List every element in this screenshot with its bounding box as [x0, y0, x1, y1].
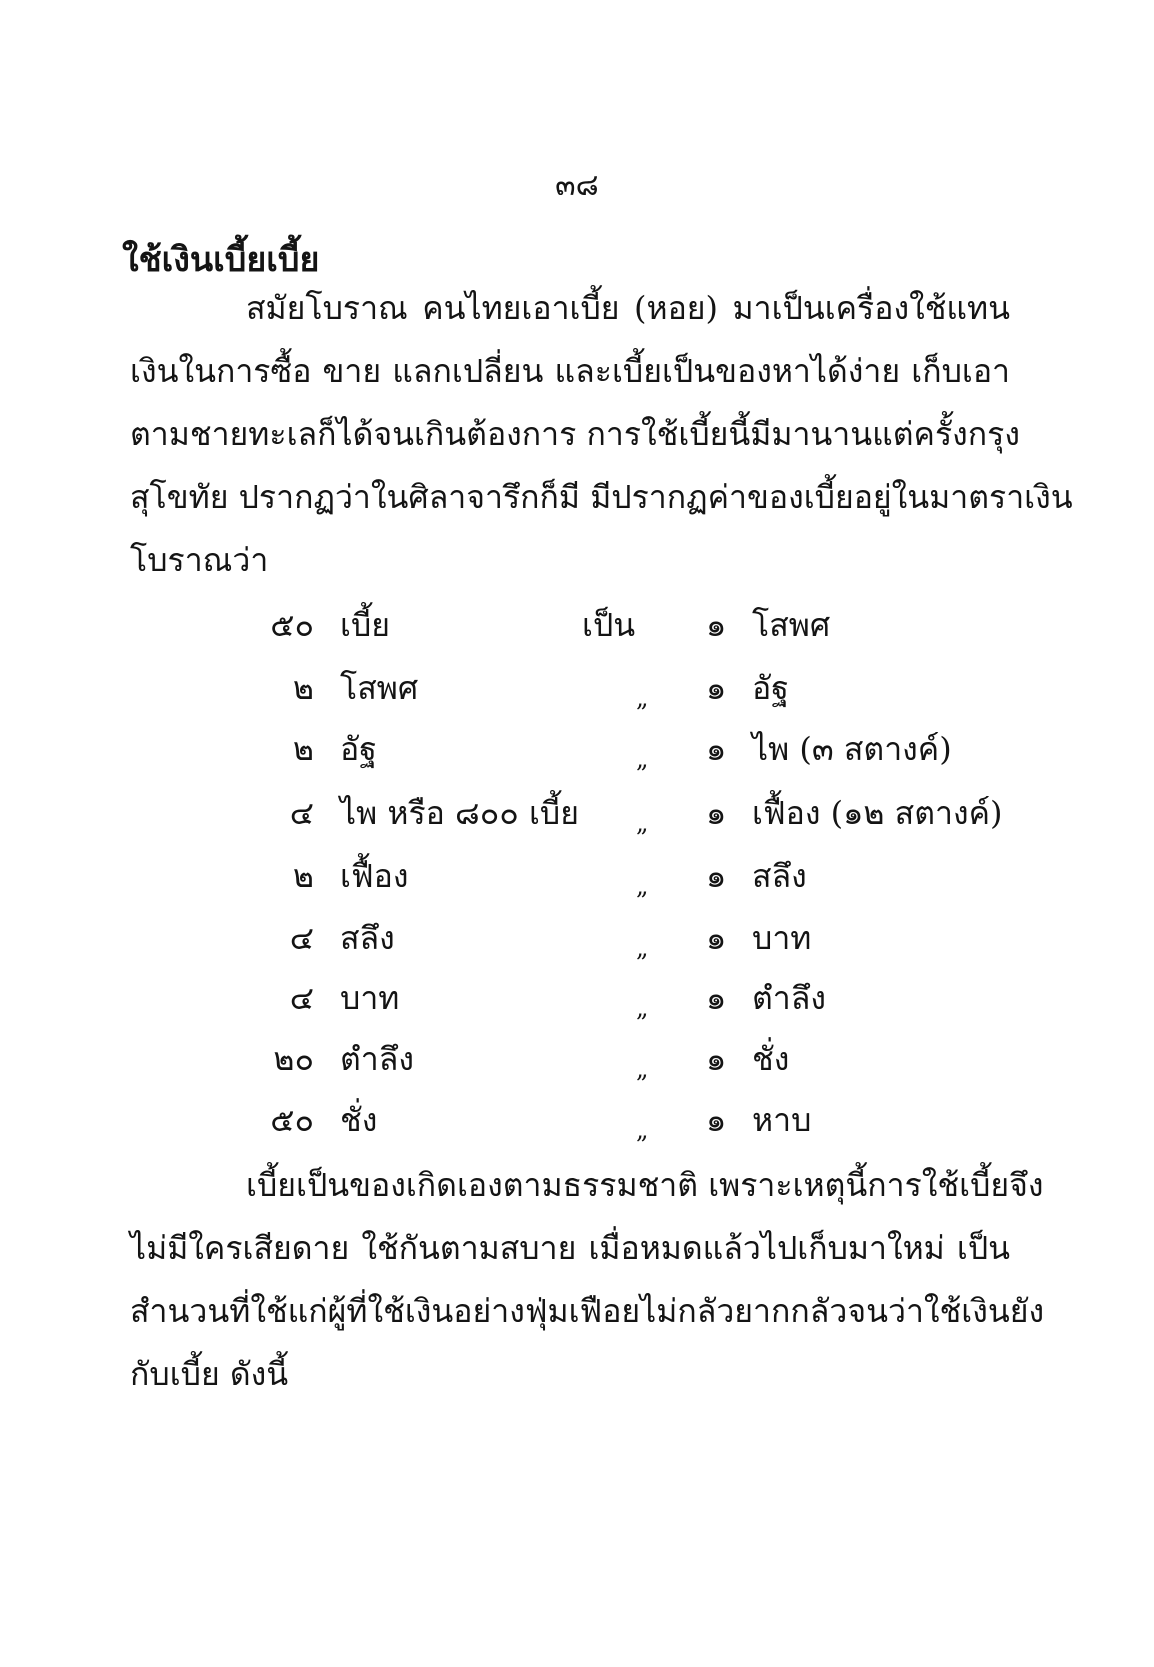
unit: เฟื้อง: [340, 857, 409, 895]
result-unit: บาท: [752, 919, 812, 957]
unit: ชั่ง: [340, 1101, 378, 1139]
result-unit: อัฐ: [752, 669, 789, 707]
ditto-mark: „: [636, 1116, 649, 1144]
result-amount: ๑: [706, 669, 727, 707]
result-amount: ๑: [706, 919, 727, 957]
unit: บาท: [340, 979, 400, 1017]
amount: ๒: [292, 857, 314, 895]
result-unit: หาบ: [752, 1101, 812, 1139]
result-amount: ๑: [706, 1040, 727, 1078]
paragraph-line: ตามชายทะเลก็ได้จนเกินต้องการ การใช้เบี้ยนี้มีมานานแต่ครั้งกรุง: [130, 415, 1020, 453]
amount: ๔: [289, 919, 314, 957]
result-amount: ๑: [706, 1101, 727, 1139]
paragraph-line: สุโขทัย ปรากฏว่าในศิลาจารึกก็มี มีปรากฏค่าของเบี้ยอยู่ในมาตราเงิน: [130, 478, 1073, 516]
ditto-mark: „: [636, 1055, 649, 1083]
result-unit: ไพ (๓ สตางค์): [752, 730, 952, 768]
table-row: [0, 973, 1154, 1023]
amount: ๔: [289, 979, 314, 1017]
paragraph-line: โบราณว่า: [130, 541, 269, 579]
unit: ตำลึง: [340, 1040, 414, 1078]
table-row: [0, 600, 1154, 650]
result-unit: สลึง: [752, 857, 807, 895]
amount: ๕๐: [270, 1101, 314, 1139]
ditto-mark: „: [636, 934, 649, 962]
table-row: [0, 663, 1154, 713]
result-unit: เฟื้อง (๑๒ สตางค์): [752, 794, 1003, 832]
ditto-mark: „: [636, 994, 649, 1022]
table-row: [0, 1034, 1154, 1084]
result-amount: ๑: [706, 606, 727, 644]
result-unit: โสพศ: [752, 606, 831, 644]
paragraph-line: เงินในการซื้อ ขาย แลกเปลี่ยน และเบี้ยเป็นของหาได้ง่าย เก็บเอา: [130, 352, 1010, 390]
amount: ๒๐: [273, 1040, 314, 1078]
paragraph-line: สำนวนที่ใช้แก่ผู้ที่ใช้เงินอย่างฟุ่มเฟือยไม่กลัวยากกลัวจนว่าใช้เงินยัง: [130, 1292, 1045, 1330]
result-amount: ๑: [706, 979, 727, 1017]
amount: ๒: [292, 669, 314, 707]
table-row: [0, 913, 1154, 963]
paragraph-line: สมัยโบราณ คนไทยเอาเบี้ย (หอย) มาเป็นเครื่องใช้แทน: [246, 289, 1010, 327]
table-row: [0, 724, 1154, 774]
ditto-mark: „: [636, 872, 649, 900]
amount: ๒: [292, 730, 314, 768]
ditto-mark: „: [636, 745, 649, 773]
ditto-mark: „: [636, 684, 649, 712]
table-row: [0, 788, 1154, 838]
unit: เบี้ย: [340, 606, 390, 644]
section-heading: ใช้เงินเบี้ยเบี้ย: [122, 240, 320, 280]
unit: ไพ หรือ ๘๐๐ เบี้ย: [340, 794, 579, 832]
ditto-mark: „: [636, 809, 649, 837]
result-unit: ตำลึง: [752, 979, 826, 1017]
unit: สลึง: [340, 919, 395, 957]
result-unit: ชั่ง: [752, 1040, 790, 1078]
paragraph-line: กับเบี้ย ดังนี้: [130, 1355, 289, 1393]
paragraph-line: ไม่มีใครเสียดาย ใช้กันตามสบาย เมื่อหมดแล้วไปเก็บมาใหม่ เป็น: [130, 1229, 1010, 1267]
table-row: [0, 1095, 1154, 1145]
table-row: [0, 851, 1154, 901]
result-amount: ๑: [706, 730, 727, 768]
page-number: ๓๘: [555, 168, 599, 203]
paragraph-line: เบี้ยเป็นของเกิดเองตามธรรมชาติ เพราะเหตุนี้การใช้เบี้ยจึง: [246, 1166, 1044, 1204]
unit: โสพศ: [340, 669, 419, 707]
amount: ๔: [289, 794, 314, 832]
result-amount: ๑: [706, 857, 727, 895]
unit: อัฐ: [340, 730, 377, 768]
equals-word: เป็น: [582, 606, 636, 644]
result-amount: ๑: [706, 794, 727, 832]
amount: ๕๐: [270, 606, 314, 644]
